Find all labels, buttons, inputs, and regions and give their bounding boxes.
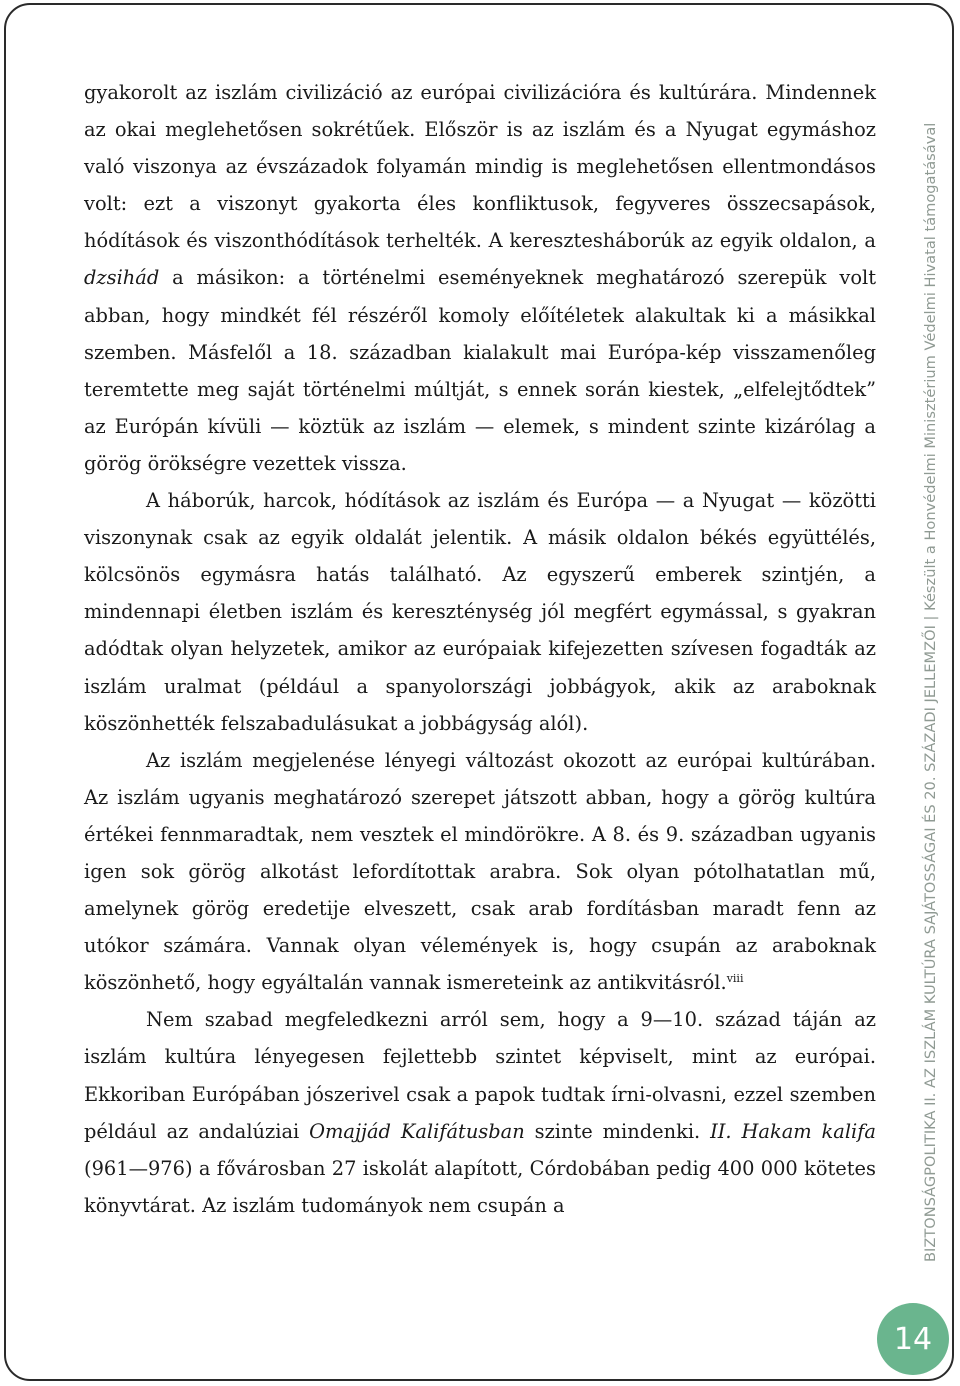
paragraph-1-part-2: a másikon: a történelmi eseményeknek meghatározó szerepük volt abban, hogy mindkét fél részéről komoly előítéletek alakultak ki a másikkal szemben. Másfelől a 18. században kialakult mai Európa-kép visszamenőleg teremtette meg saját történelmi múltját, s ennek során kiestek, „elfelejtődtek” az Európán kívüli — köztük az iszlám — elemek, s mindent szinte kizárólag a görög örökségre vezettek vissza. xyxy=(84,266,876,475)
sidebar-running-title: BIZTONSÁGPOLITIKA II. AZ ISZLÁM KULTÚRA SAJÁTOSSÁGAI ÉS 20. SZÁZADI JELLEMZŐI | Készült a Honvédelmi Minisztérium Védelmi Hivatal támogatásával xyxy=(922,122,939,1262)
endnote-reference[interactable]: viii xyxy=(726,972,744,986)
paragraph-1 xyxy=(84,74,876,482)
paragraph-3 xyxy=(84,742,876,1002)
paragraph-4-part-2: szinte mindenki. xyxy=(524,1119,711,1143)
page-number-badge: 14 xyxy=(877,1303,949,1375)
paragraph-3-text: Az iszlám megjelenése lényegi változást okozott az európai kultúrában. Az iszlám ugyanis meghatározó szerepet játszott abban, hogy a görög kultúra értékei fennmaradtak, nem vesztek el mindörökre. A 8. és 9. században ugyanis igen sok görög alkotást lefordítottak arabra. Sok olyan pótolhatatlan mű, amelynek görög eredetije elveszett, csak arab fordításban maradt fenn az utókor számára. Vannak olyan vélemények is, hogy csupán az araboknak köszönhető, hogy egyáltalán vannak ismereteink az antikvitásról. xyxy=(84,748,876,995)
document-body xyxy=(84,74,876,1224)
paragraph-4-emphasis-2: II. Hakam kalifa xyxy=(710,1119,876,1143)
paragraph-4-part-1: Nem szabad megfeledkezni arról sem, hogy a 9—10. század táján az iszlám kultúra lényegesen fejlettebb szintet képviselt, mint az európai. Ekkoriban Európában jószerivel csak a papok tudtak írni-olvasni, ezzel szemben például az andalúziai xyxy=(84,1008,876,1143)
paragraph-4-emphasis-1: Omajjád Kalifátusban xyxy=(309,1119,525,1143)
paragraph-2: A háborúk, harcok, hódítások az iszlám és Európa — a Nyugat — közötti viszonynak csak az egyik oldalát jelentik. A másik oldalon békés együttélés, kölcsönös egymásra hatás található. Az egyszerű emberek szintjén, a mindennapi életben iszlám és kereszténység jól megfért egymással, s gyakran adódtak olyan helyzetek, amikor az európaiak kifejezetten szívesen fogadták az iszlám uralmat (például a spanyolországi jobbágyok, akik az araboknak köszönhették felszabadulásukat a jobbágyság alól). xyxy=(84,489,876,735)
paragraph-1-part-1: gyakorolt az iszlám civilizáció az európai civilizációra és kultúrára. Mindennek az okai meglehetősen sokrétűek. Először is az iszlám és a Nyugat egymáshoz való viszonya az évszázadok folyamán mindig is meglehetősen ellentmondásos volt: ezt a viszonyt gyakorta éles konfliktusok, fegyveres összecsapások, hódítások és viszonthódítások terhelték. A keresztesháborúk az egyik oldalon, a xyxy=(84,81,876,253)
paragraph-4-part-3: (961—976) a fővárosban 27 iskolát alapított, Córdobában pedig 400 000 kötetes könyvtárat. Az iszlám tudományok nem csupán a xyxy=(84,1156,876,1217)
paragraph-1-emphasis-1: dzsihád xyxy=(84,266,160,290)
paragraph-4 xyxy=(84,1001,876,1224)
